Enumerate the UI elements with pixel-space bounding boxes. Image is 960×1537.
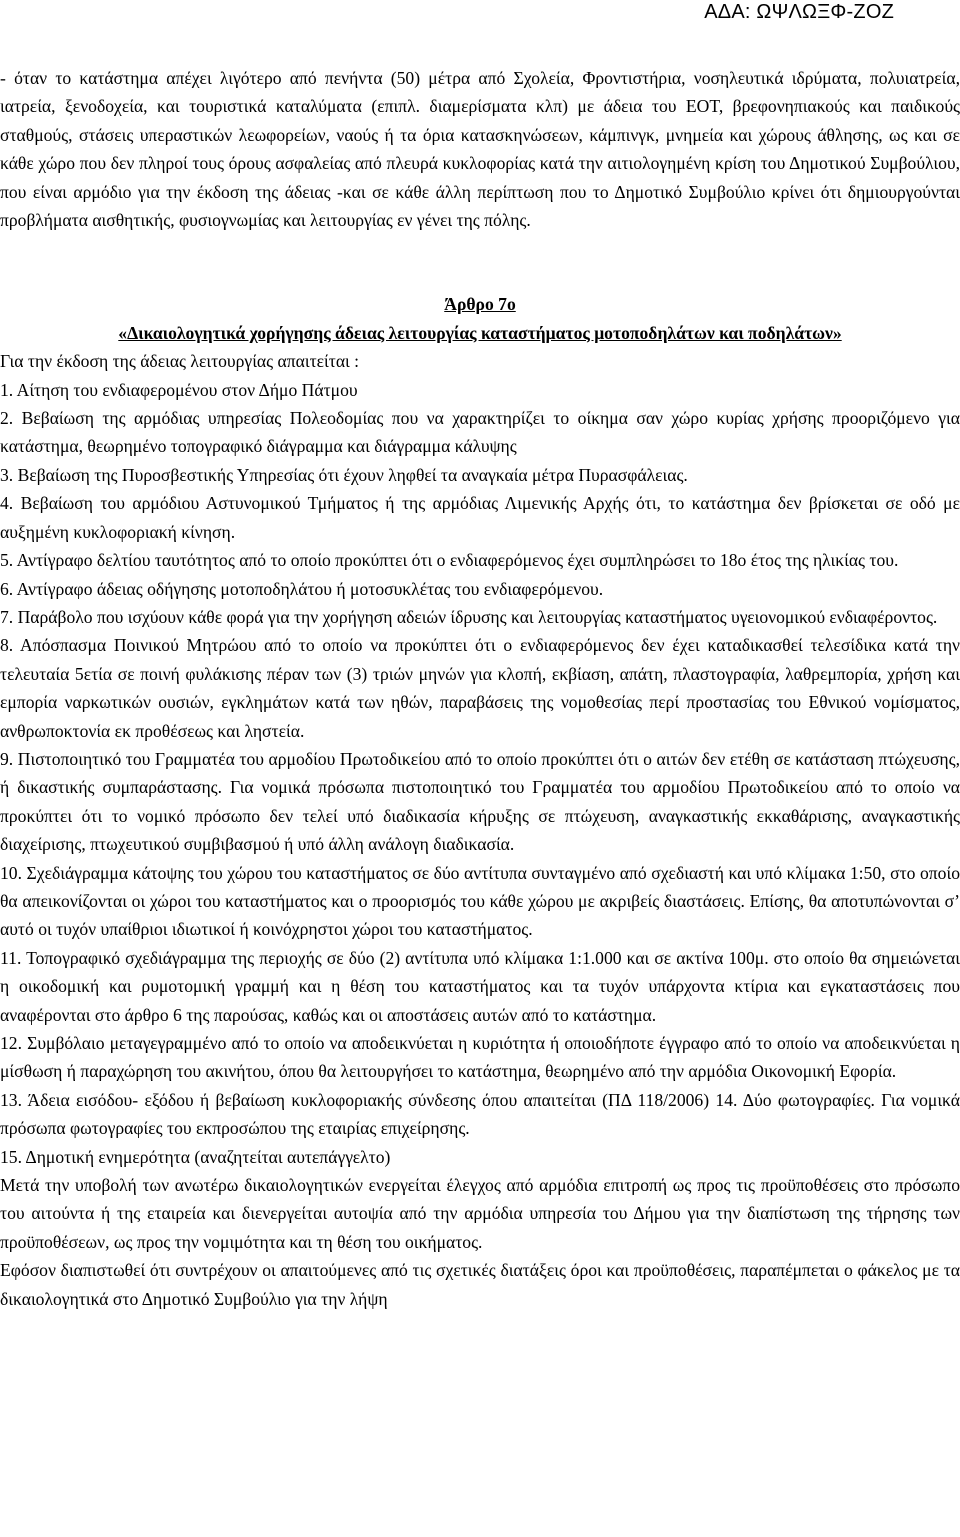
document-body [0, 64, 960, 1313]
requirement-item: 1. Αίτηση του ενδιαφερομένου στον Δήμο Πάτμου [0, 379, 358, 400]
requirement-item: 8. Απόσπασμα Ποινικού Μητρώου από το οποίο να προκύπτει ότι ο ενδιαφερόμενος δεν έχει καταδικασθεί τελεσίδικα κατά την τελευταία 5ετία σε ποινή φυλάκισης πέραν των (3) τριών μηνών για κλοπή, εκβίαση, απάτη, πλαστογραφία, λαθρεμπορία, χρήση και εμπορία ναρκωτικών ουσιών, εγκλημάτων κατά των ηθών, παραβάσεις της νομοθεσίας περί προστασίας του Εθνικού νομίσματος, ανθρωποκτονία εκ προθέσεως και ληστεία. [0, 635, 960, 741]
requirement-item: 2. Βεβαίωση της αρμόδιας υπηρεσίας Πολεοδομίας που να χαρακτηρίζει το οίκημα σαν χώρο κυρίας χρήσης προοριζόμενο για κατάστημα, θεωρημένο τοπογραφικό διάγραμμα και διάγραμμα κάλυψης [0, 408, 960, 457]
article-lead: Για την έκδοση της άδειας λειτουργίας απαιτείται : [0, 351, 360, 372]
ada-code: ΑΔΑ: ΩΨΛΩΞΦ-ΖΟΖ [704, 1, 894, 23]
requirement-item: 3. Βεβαίωση της Πυροσβεστικής Υπηρεσίας ότι έχουν ληφθεί τα αναγκαία μέτρα Πυρασφάλειας. [0, 464, 688, 485]
closing-paragraph: Εφόσον διαπιστωθεί ότι συντρέχουν οι απαιτούμενες από τις σχετικές διατάξεις όροι και προϋποθέσεις, παραπέμπεται ο φάκελος με τα δικαιολογητικά στο Δημοτικό Συμβούλιο για την λήψη [0, 1260, 960, 1309]
section-spacer [0, 234, 960, 290]
requirement-item: 7. Παράβολο που ισχύουν κάθε φορά για την χορήγηση αδειών ίδρυσης και λειτουργίας καταστήματος υγειονομικού ενδιαφέροντος. [0, 606, 938, 627]
requirement-item: 15. Δημοτική ενημερότητα (αναζητείται αυτεπάγγελτο) [0, 1146, 391, 1167]
after-check-paragraph: Μετά την υποβολή των ανωτέρω δικαιολογητικών ενεργείται έλεγχος από αρμόδια επιτροπή ως προς τις προϋποθέσεις στο πρόσωπο του αιτούντα ή της εταιρεία και διενεργείται αυτοψία από την αρμόδια υπηρεσία του Δήμου για την διαπίστωση της τήρησης των προϋποθέσεων, ως προς την νομιμότητα και τη θέση του οικήματος. [0, 1175, 960, 1252]
requirement-item: 10. Σχεδιάγραμμα κάτοψης του χώρου του καταστήματος σε δύο αντίτυπα συνταγμένο από σχεδιαστή και υπό κλίμακα 1:50, στο οποίο θα απεικονίζονται οι χώροι του καταστήματος και ο προορισμός του κάθε χώρου με ακριβείς διαστάσεις. Επίσης, θα αποτυπώνονται σ’ αυτό οι τυχόν υπαίθριοι ιδιωτικοί ή κοινόχρηστοι χώροι του καταστήματος. [0, 862, 960, 940]
article-heading: Άρθρο 7ο [444, 294, 516, 315]
requirement-item: 13. Άδεια εισόδου- εξόδου ή βεβαίωση κυκλοφοριακής σύνδεσης όπου απαιτείται (ΠΔ 118/2006) 14. Δύο φωτογραφίες. Για νομικά πρόσωπα φωτογραφίες του εκπροσώπου της εταιρίας επιχείρησης. [0, 1089, 960, 1139]
requirement-item: 9. Πιστοποιητικό του Γραμματέα του αρμοδίου Πρωτοδικείου από το οποίο προκύπτει ότι ο αιτών δεν ετέθη σε κατάσταση πτώχευσης, ή δικαστικής συμπαράστασης. Για νομικά πρόσωπα πιστοποιητικό του Γραμματέα του αρμοδίου Πρωτοδικείου από το οποίο να προκύπτει ότι το νομικό πρόσωπο δεν τελεί υπό διαδικασία κήρυξης σε πτώχευση, αναγκαστικής εκκαθάρισης, αναγκαστικής διαχείρισης, πτωχευτικού συμβιβασμού ή υπό άλλη ανάλογη διαδικασία. [0, 748, 960, 855]
requirement-item: 11. Τοπογραφικό σχεδιάγραμμα της περιοχής σε δύο (2) αντίτυπα υπό κλίμακα 1:1.000 και σε ακτίνα 100μ. στο οποίο θα σημειώνεται η οικοδομική και ρυμοτομική γραμμή και η θέση του καταστήματος και τα τυχόν υπάρχοντα κτίρια και εγκαταστάσεις που αναφέρονται στο άρθρο 6 της παρούσας, καθώς και οι αποστάσεις αυτών από το κατάστημα. [0, 947, 960, 1025]
requirement-item: 6. Αντίγραφο άδειας οδήγησης μοτοποδηλάτου ή μοτοσυκλέτας του ενδιαφερόμενου. [0, 578, 604, 599]
requirement-item: 4. Βεβαίωση του αρμόδιου Αστυνομικού Τμήματος ή της αρμόδιας Λιμενικής Αρχής ότι, το κατάστημα δεν βρίσκεται σε οδό με αυξημένη κυκλοφοριακή κίνηση. [0, 493, 960, 542]
intro-paragraph: - όταν το κατάστημα απέχει λιγότερο από πενήντα (50) μέτρα από Σχολεία, Φροντιστήρια, νοσηλευτικά ιδρύματα, πολυιατρεία, ιατρεία, ξενοδοχεία, και τουριστικά καταλύματα (επιπλ. διαμερίσματα κλπ) με άδεια του ΕΟΤ, βρεφονηπιακούς και παιδικούς σταθμούς, στάσεις υπεραστικών λεωφορείων, ναούς ή τα όρια κατασκηνώσεων, κάμπινγκ, μνημεία και χώρους άθλησης, ως και σε κάθε χώρο που δεν πληροί τους όρους ασφαλείας από πλευρά κυκλοφορίας κατά την αιτιολογημένη κρίση του Δημοτικού Συμβούλιου, που είναι αρμόδιο για την έκδοση της άδειας -και σε κάθε άλλη περίπτωση που το Δημοτικό Συμβούλιο κρίνει ότι δημιουργούνται προβλήματα αισθητικής, φυσιογνωμίας και λειτουργίας εν γένει της πόλης. [0, 68, 960, 231]
requirement-item: 12. Συμβόλαιο μεταγεγραμμένο από το οποίο να αποδεικνύεται η κυριότητα ή οποιοδήποτε έγγραφο από το οποίο να αποδεικνύεται η μίσθωση ή παραχώρηση του ακινήτου, όπου θα λειτουργήσει το κατάστημα, θεωρημένο από την αρμόδια Οικονομική Εφορία. [0, 1033, 960, 1082]
requirement-item: 5. Αντίγραφο δελτίου ταυτότητος από το οποίο προκύπτει ότι ο ενδιαφερόμενος έχει συμπληρώσει το 18ο έτος της ηλικίας του. [0, 550, 899, 571]
requirements-list [0, 376, 960, 1171]
article-title: «Δικαιολογητικά χορήγησης άδειας λειτουργίας καταστήματος μοτοποδηλάτων και ποδηλάτων» [118, 322, 842, 343]
